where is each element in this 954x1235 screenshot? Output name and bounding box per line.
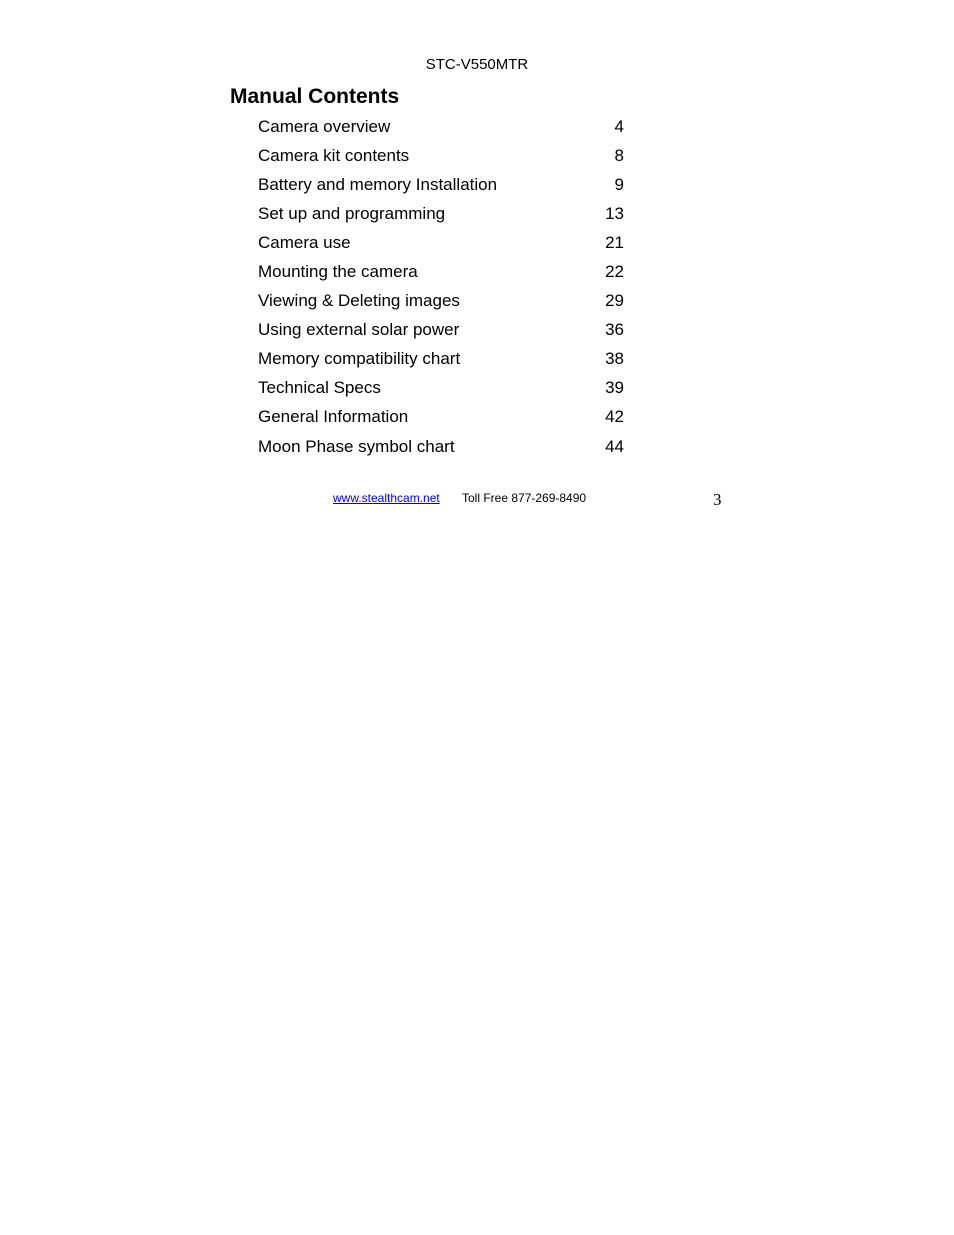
toc-entry-label: Mounting the camera — [258, 262, 418, 282]
toc-entry — [258, 374, 624, 403]
page-number: 3 — [713, 490, 722, 509]
toc-entry-label: Technical Specs — [258, 378, 381, 398]
toc-entry-page: 8 — [614, 145, 624, 165]
page-title: Manual Contents — [230, 85, 400, 108]
website-link[interactable]: www.stealthcam.net — [333, 491, 440, 505]
toc-entry — [258, 432, 624, 461]
document-header: STC-V550MTR — [425, 56, 529, 73]
toc-entry — [258, 345, 624, 374]
toc-entry — [258, 316, 624, 345]
toc-entry-page: 9 — [614, 174, 624, 194]
toc-entry-label: Camera kit contents — [258, 145, 410, 165]
toc-entry-label: Battery and memory Installation — [258, 174, 498, 194]
toc-entry — [258, 257, 624, 286]
toc-entry-page: 13 — [605, 203, 624, 223]
toc-entry — [258, 403, 624, 432]
toc-entry-label: Moon Phase symbol chart — [258, 436, 455, 456]
toc-entry — [258, 287, 624, 316]
toc-entry-label: General Information — [258, 407, 409, 427]
toc-entry-page: 38 — [605, 349, 624, 369]
toc-entry-label: Viewing & Deleting images — [258, 291, 460, 311]
toc-entry-page: 36 — [605, 320, 624, 340]
toc-entry-page: 44 — [605, 436, 624, 456]
toc-entry-label: Set up and programming — [258, 203, 446, 223]
toll-free-phone: Toll Free 877-269-8490 — [462, 491, 587, 505]
toc-entry-page: 4 — [614, 116, 624, 136]
toc-entry — [258, 141, 624, 170]
toc-entry-page: 21 — [605, 232, 624, 252]
toc-entry-label: Camera overview — [258, 116, 391, 136]
toc-entry-label: Memory compatibility chart — [258, 349, 461, 369]
toc-entry — [258, 112, 624, 141]
toc-entry — [258, 170, 624, 199]
toc-entry-page: 22 — [605, 262, 624, 282]
toc-entry — [258, 228, 624, 257]
toc-entry-label: Camera use — [258, 232, 351, 252]
table-of-contents — [258, 112, 624, 461]
toc-entry-page: 29 — [605, 291, 624, 311]
toc-entry-page: 42 — [605, 407, 624, 427]
toc-entry-page: 39 — [605, 378, 624, 398]
toc-entry — [258, 199, 624, 228]
toc-entry-label: Using external solar power — [258, 320, 460, 340]
